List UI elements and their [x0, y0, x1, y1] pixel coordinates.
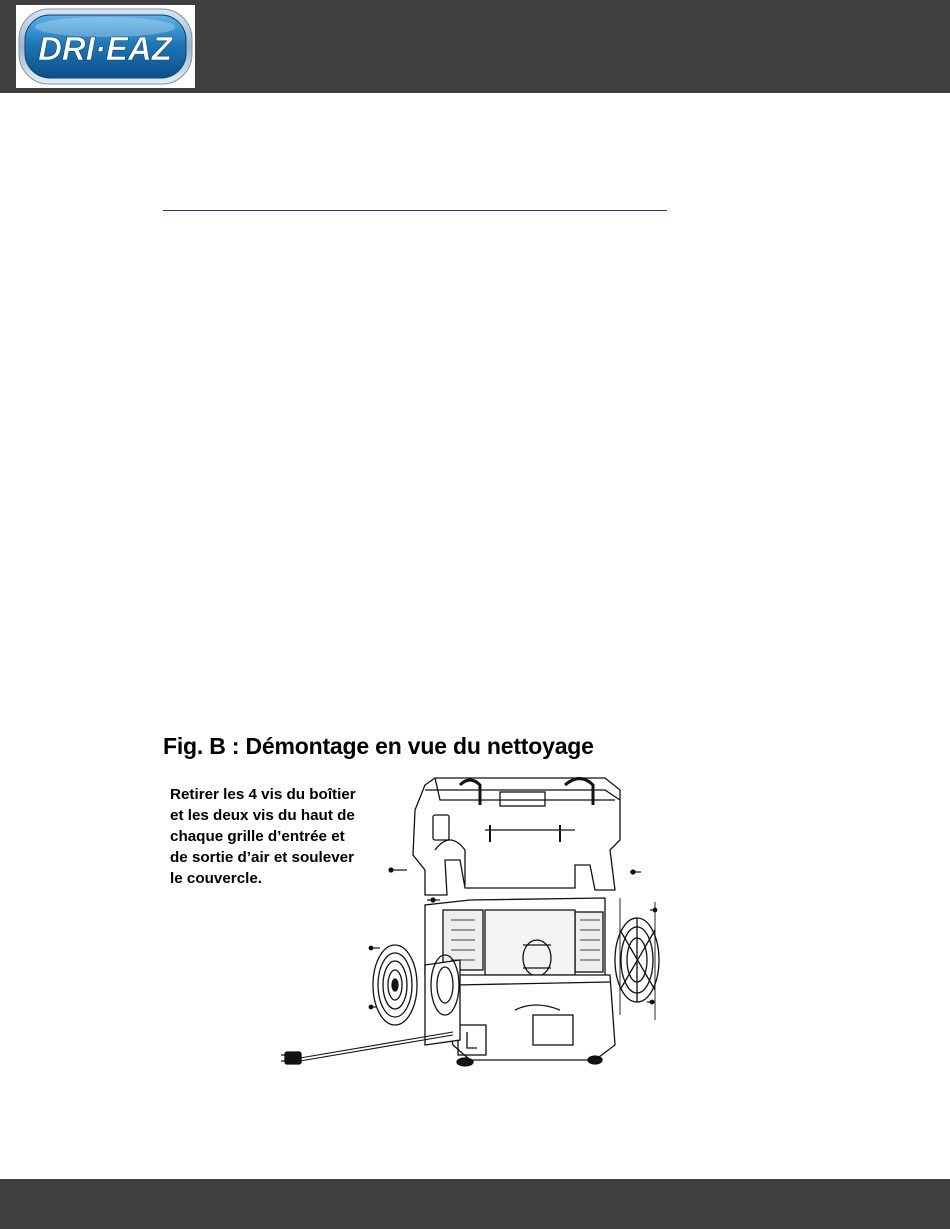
dehumidifier-exploded-diagram	[275, 770, 670, 1075]
top-cover	[413, 778, 620, 895]
figure-instructions: Retirer les 4 vis du boîtier et les deux vis du haut de chaque grille d’entrée et de sortie d’air et soulever le couvercle.	[170, 786, 356, 887]
logo-graphic	[16, 5, 195, 88]
logo-text: DRI·EAZ	[38, 30, 172, 67]
left-fan-guard	[373, 945, 417, 1025]
fan-housing	[425, 955, 460, 1045]
link-underline	[163, 210, 667, 211]
drieaz-logo	[16, 5, 195, 88]
header-bar	[0, 0, 950, 93]
figure-title: Fig. B : Démontage en vue du nettoyage	[163, 733, 594, 759]
footer-bar	[0, 1179, 950, 1229]
power-cord	[281, 1032, 453, 1064]
